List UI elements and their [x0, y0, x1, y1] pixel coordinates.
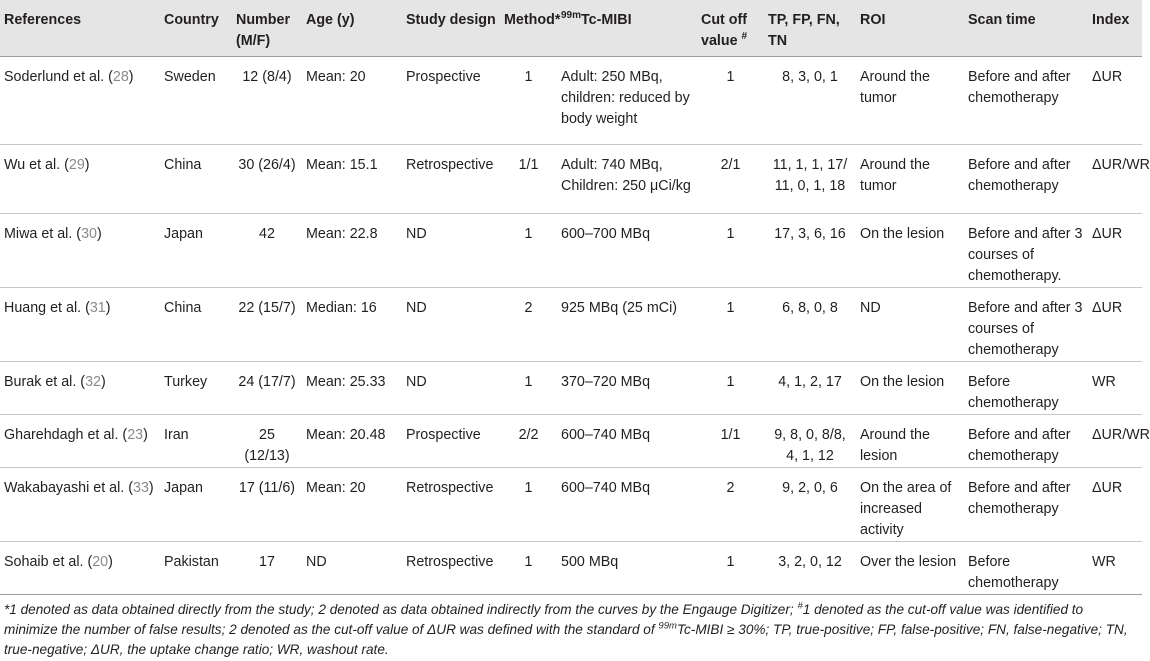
- reference-number-link[interactable]: 30: [81, 226, 97, 242]
- tpfp-cell: 17, 3, 6, 16: [764, 214, 856, 288]
- age-cell: Mean: 15.1: [302, 145, 402, 214]
- header-number: Number (M/F): [232, 0, 302, 57]
- reference-close: ): [96, 226, 102, 242]
- study-design-cell: Retrospective: [402, 468, 500, 542]
- study-design-cell: Prospective: [402, 415, 500, 468]
- index-cell: ΔUR/WR: [1088, 415, 1142, 468]
- method-cell: 1: [500, 468, 557, 542]
- method-cell: 1: [500, 362, 557, 415]
- reference-close: ): [84, 157, 90, 173]
- study-design-cell: Prospective: [402, 57, 500, 145]
- index-cell: ΔUR: [1088, 288, 1142, 362]
- header-row: [0, 0, 1142, 57]
- scan-time-cell: Before and after 3 courses of chemotherapy: [964, 288, 1088, 362]
- country-cell: Japan: [160, 468, 232, 542]
- cutoff-cell: 1: [697, 542, 764, 595]
- index-cell: WR: [1088, 362, 1142, 415]
- table-row: [0, 542, 1142, 595]
- reference-cell: [0, 57, 160, 145]
- reference-author: Sohaib et al. (: [4, 554, 93, 570]
- method-cell: 1: [500, 214, 557, 288]
- cutoff-cell: 2: [697, 468, 764, 542]
- roi-cell: On the area of increased activity: [856, 468, 964, 542]
- reference-number-link[interactable]: 32: [85, 374, 101, 390]
- index-cell: ΔUR: [1088, 468, 1142, 542]
- country-cell: China: [160, 145, 232, 214]
- tpfp-cell: 11, 1, 1, 17/ 11, 0, 1, 18: [764, 145, 856, 214]
- scan-time-cell: Before and after chemotherapy: [964, 57, 1088, 145]
- header-study-design: Study design: [402, 0, 500, 57]
- reference-author: Wakabayashi et al. (: [4, 480, 133, 496]
- index-cell: WR: [1088, 542, 1142, 595]
- table-row: [0, 145, 1142, 214]
- study-design-cell: ND: [402, 214, 500, 288]
- country-cell: Pakistan: [160, 542, 232, 595]
- header-index: Index: [1088, 0, 1142, 57]
- cutoff-label: Cut off value: [701, 12, 748, 49]
- reference-cell: [0, 288, 160, 362]
- reference-cell: [0, 145, 160, 214]
- table-row: [0, 415, 1142, 468]
- table-row: [0, 468, 1142, 542]
- country-cell: Iran: [160, 415, 232, 468]
- roi-cell: Around the tumor: [856, 57, 964, 145]
- age-cell: Mean: 22.8: [302, 214, 402, 288]
- scan-time-cell: Before and after chemotherapy: [964, 468, 1088, 542]
- table-row: [0, 362, 1142, 415]
- header-country: Country: [160, 0, 232, 57]
- header-scan-time: Scan time: [964, 0, 1088, 57]
- roi-cell: On the lesion: [856, 214, 964, 288]
- cutoff-superscript: #: [741, 31, 748, 43]
- number-cell: 22 (15/7): [232, 288, 302, 362]
- reference-number-link[interactable]: 23: [127, 427, 144, 443]
- dose-superscript: 99m: [561, 10, 582, 22]
- reference-number-link[interactable]: 28: [112, 69, 129, 85]
- footnote-hash: #: [797, 600, 803, 612]
- method-cell: 2: [500, 288, 557, 362]
- dose-cell: 500 MBq: [557, 542, 697, 595]
- country-cell: Japan: [160, 214, 232, 288]
- reference-cell: [0, 468, 160, 542]
- dose-cell: Adult: 250 MBq, children: reduced by body weight: [557, 57, 697, 145]
- cutoff-cell: 1: [697, 288, 764, 362]
- tpfp-cell: 6, 8, 0, 8: [764, 288, 856, 362]
- reference-number-link[interactable]: 20: [92, 554, 109, 570]
- dose-label: Tc-MIBI: [581, 12, 632, 28]
- reference-close: ): [143, 427, 148, 443]
- cutoff-cell: 1: [697, 214, 764, 288]
- tpfp-cell: 9, 8, 0, 8/8, 4, 1, 12: [764, 415, 856, 468]
- table-row: [0, 288, 1142, 362]
- study-design-cell: Retrospective: [402, 145, 500, 214]
- country-cell: China: [160, 288, 232, 362]
- reference-number-link[interactable]: 33: [133, 480, 149, 496]
- roi-cell: Over the lesion: [856, 542, 964, 595]
- footnote-part-c: Tc-MIBI ≥ 30%; TP, true-positive; FP, false-positive; FN, false-negative; TN, true-negative; ΔUR, the uptake change ratio; WR, washout rate.: [4, 622, 1128, 657]
- country-cell: Turkey: [160, 362, 232, 415]
- dose-cell: 600–740 MBq: [557, 415, 697, 468]
- scan-time-cell: Before chemotherapy: [964, 542, 1088, 595]
- reference-author: Gharehdagh et al. (: [4, 427, 128, 443]
- footnote-part-a: *1 denoted as data obtained directly from the study; 2 denoted as data obtained indirectly from the curves by the Engauge Digitizer;: [4, 602, 798, 617]
- reference-author: Huang et al. (: [4, 300, 90, 316]
- cutoff-cell: 1/1: [697, 415, 764, 468]
- reference-number-link[interactable]: 31: [89, 300, 106, 316]
- dose-cell: 370–720 MBq: [557, 362, 697, 415]
- scan-time-cell: Before and after chemotherapy: [964, 145, 1088, 214]
- roi-cell: On the lesion: [856, 362, 964, 415]
- index-cell: ΔUR: [1088, 214, 1142, 288]
- reference-close: ): [148, 480, 154, 496]
- study-design-cell: ND: [402, 288, 500, 362]
- reference-cell: [0, 415, 160, 468]
- header-dose: [557, 0, 697, 57]
- scan-time-cell: Before and after chemotherapy: [964, 415, 1088, 468]
- number-cell: 17 (11/6): [232, 468, 302, 542]
- method-cell: 2/2: [500, 415, 557, 468]
- dose-cell: 925 MBq (25 mCi): [557, 288, 697, 362]
- reference-close: ): [100, 374, 106, 390]
- reference-author: Burak et al. (: [4, 374, 86, 390]
- header-method: Method*: [500, 0, 557, 57]
- table-row: [0, 57, 1142, 145]
- index-cell: ΔUR: [1088, 57, 1142, 145]
- number-cell: 24 (17/7): [232, 362, 302, 415]
- study-design-cell: Retrospective: [402, 542, 500, 595]
- footnote-isotope: 99m: [658, 620, 677, 632]
- reference-close: ): [105, 300, 111, 316]
- index-cell: ΔUR/WR: [1088, 145, 1142, 214]
- age-cell: Mean: 25.33: [302, 362, 402, 415]
- number-cell: 12 (8/4): [232, 57, 302, 145]
- cutoff-cell: 2/1: [697, 145, 764, 214]
- reference-close: ): [128, 69, 134, 85]
- header-age: Age (y): [302, 0, 402, 57]
- number-cell: 42: [232, 214, 302, 288]
- method-cell: 1: [500, 57, 557, 145]
- study-design-cell: ND: [402, 362, 500, 415]
- roi-cell: Around the lesion: [856, 415, 964, 468]
- method-cell: 1/1: [500, 145, 557, 214]
- roi-cell: Around the tumor: [856, 145, 964, 214]
- table-row: [0, 214, 1142, 288]
- tpfp-cell: 4, 1, 2, 17: [764, 362, 856, 415]
- tpfp-cell: 3, 2, 0, 12: [764, 542, 856, 595]
- age-cell: Median: 16: [302, 288, 402, 362]
- reference-author: Wu et al. (: [4, 157, 69, 173]
- scan-time-cell: Before chemotherapy: [964, 362, 1088, 415]
- number-cell: 25 (12/13): [232, 415, 302, 468]
- footnote-part-b: 1 denoted as the cut-off value was identified to minimize the number of false results; 2 denoted as the cut-off value of ΔUR was defined with the standard of: [4, 602, 1084, 637]
- age-cell: Mean: 20: [302, 468, 402, 542]
- header-cutoff: [697, 0, 764, 57]
- age-cell: ND: [302, 542, 402, 595]
- reference-number-link[interactable]: 29: [68, 157, 85, 173]
- dose-cell: 600–700 MBq: [557, 214, 697, 288]
- reference-cell: [0, 542, 160, 595]
- header-references: References: [0, 0, 160, 57]
- reference-author: Miwa et al. (: [4, 226, 82, 242]
- scan-time-cell: Before and after 3 courses of chemotherapy.: [964, 214, 1088, 288]
- roi-cell: ND: [856, 288, 964, 362]
- header-roi: ROI: [856, 0, 964, 57]
- table-footnote: [4, 600, 1138, 660]
- age-cell: Mean: 20: [302, 57, 402, 145]
- country-cell: Sweden: [160, 57, 232, 145]
- age-cell: Mean: 20.48: [302, 415, 402, 468]
- dose-cell: 600–740 MBq: [557, 468, 697, 542]
- dose-cell: Adult: 740 MBq, Children: 250 μCi/kg: [557, 145, 697, 214]
- reference-close: ): [108, 554, 113, 570]
- reference-cell: [0, 214, 160, 288]
- reference-author: Soderlund et al. (: [4, 69, 113, 85]
- tpfp-cell: 8, 3, 0, 1: [764, 57, 856, 145]
- cutoff-cell: 1: [697, 57, 764, 145]
- header-tpfp: TP, FP, FN, TN: [764, 0, 856, 57]
- number-cell: 30 (26/4): [232, 145, 302, 214]
- cutoff-cell: 1: [697, 362, 764, 415]
- reference-cell: [0, 362, 160, 415]
- method-cell: 1: [500, 542, 557, 595]
- tpfp-cell: 9, 2, 0, 6: [764, 468, 856, 542]
- number-cell: 17: [232, 542, 302, 595]
